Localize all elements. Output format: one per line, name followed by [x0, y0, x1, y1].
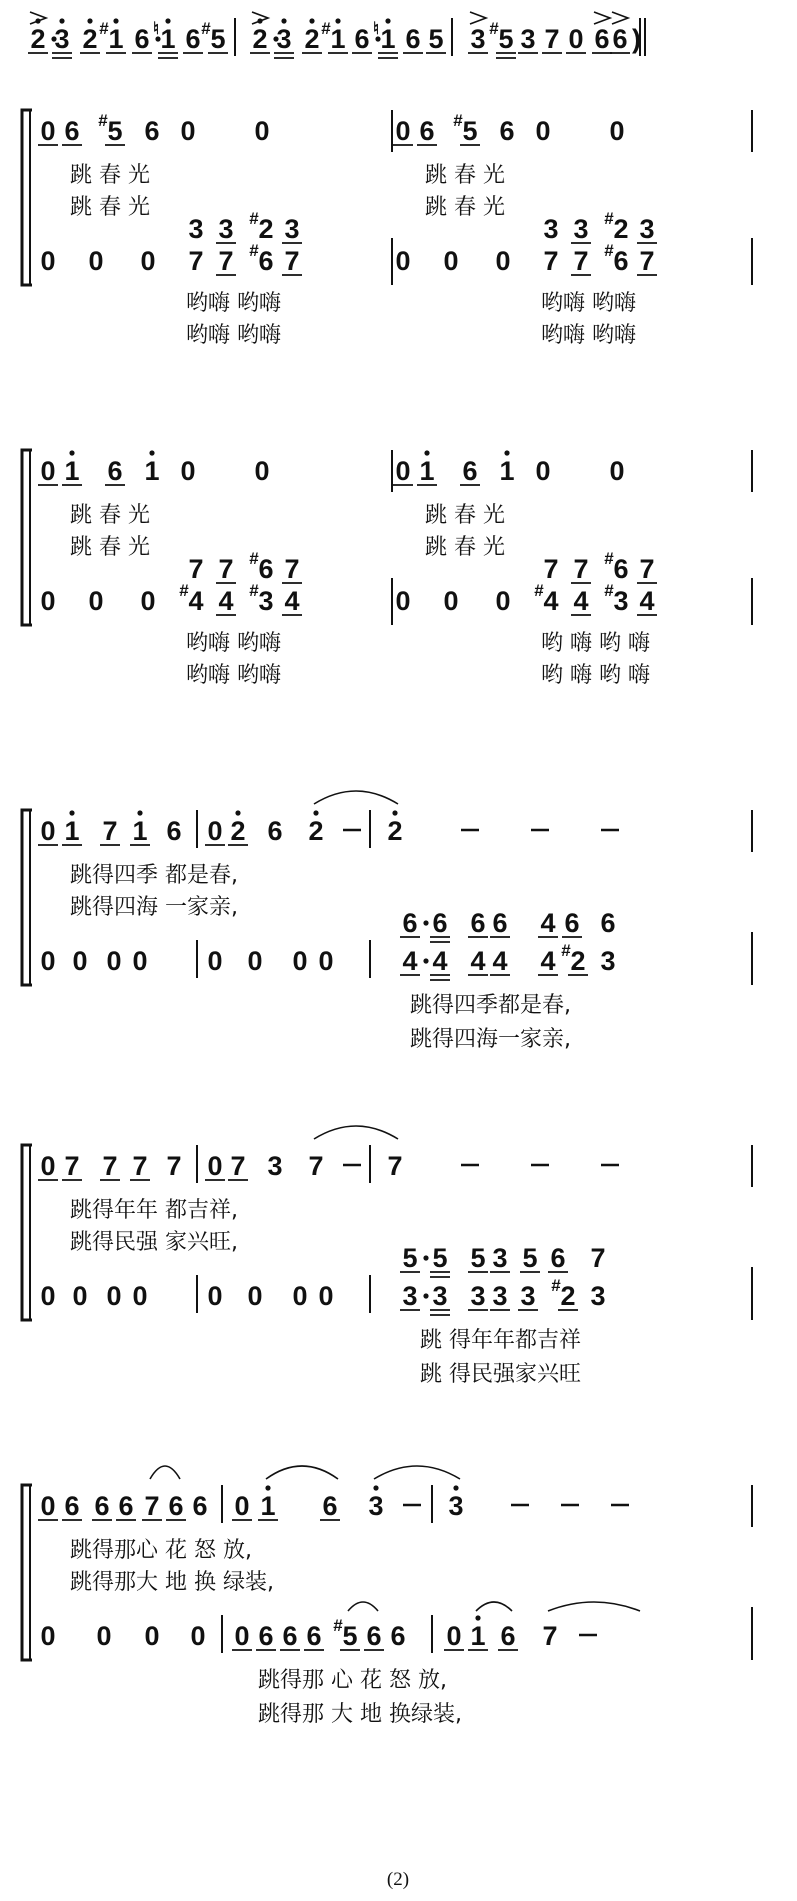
note: 6	[267, 816, 283, 846]
note: 0	[180, 456, 196, 486]
note: 1	[330, 24, 346, 54]
note: 0	[40, 946, 56, 976]
accidental: #	[604, 209, 614, 228]
lower-notes	[40, 940, 615, 980]
note: 7	[102, 816, 118, 846]
lower-notes	[40, 1615, 597, 1653]
lower-lyric-2: 哟嗨 哟嗨	[186, 663, 281, 688]
octave-dot	[373, 1485, 378, 1490]
lower-lyric-1: 哟嗨 哟嗨	[541, 291, 636, 316]
lower-notes-top-1	[543, 209, 657, 244]
octave-dot	[149, 450, 154, 455]
slur	[548, 1602, 640, 1611]
octave-dot	[392, 810, 397, 815]
note: 6	[118, 1491, 134, 1521]
note: 3	[218, 214, 234, 244]
lower-lyric-2: 跳得那 大 地 换绿装,	[258, 1702, 462, 1727]
note: 3	[267, 1151, 283, 1181]
note: 6	[306, 1621, 322, 1651]
note: 1	[144, 456, 160, 486]
note: 6	[564, 908, 580, 938]
accidental: #	[604, 241, 614, 260]
note: 7	[188, 246, 204, 276]
note: 5	[402, 1243, 418, 1273]
lower-notes-1	[395, 581, 657, 616]
note: 0	[395, 116, 411, 146]
lower-notes-1	[395, 241, 657, 276]
lower-notes-0	[40, 241, 302, 276]
note: 4	[432, 946, 448, 976]
note: 6	[402, 908, 418, 938]
note: 2	[308, 816, 324, 846]
octave-dot	[313, 810, 318, 815]
note: 0	[180, 116, 196, 146]
note: 1	[380, 24, 396, 54]
accidental: #	[453, 111, 463, 130]
note: 2	[252, 24, 268, 54]
note: 2	[230, 816, 246, 846]
note: 0	[292, 1281, 308, 1311]
note: 0	[395, 246, 411, 276]
note: 1	[499, 456, 515, 486]
note: 6	[166, 816, 182, 846]
lower-lyric-2: 跳得四海一家亲,	[410, 1027, 571, 1052]
note: 7	[308, 1151, 324, 1181]
accent-mark	[612, 12, 628, 24]
note: 7	[573, 554, 589, 584]
note: 3	[600, 946, 616, 976]
note: 6	[64, 116, 80, 146]
note: 0	[568, 24, 584, 54]
note: 0	[106, 1281, 122, 1311]
accidental: #	[604, 549, 614, 568]
note: 6	[64, 1491, 80, 1521]
augmentation-dot	[423, 958, 428, 963]
lower-lyric-2: 哟 嗨 哟 嗨	[541, 663, 650, 688]
lower-lyric-1: 哟嗨 哟嗨	[186, 631, 281, 656]
note: 6	[390, 1621, 406, 1651]
octave-dot	[137, 810, 142, 815]
note: 2	[387, 816, 403, 846]
upper-lyric-2: 跳 春 光	[70, 535, 150, 560]
lower-notes-top-0	[188, 549, 302, 584]
octave-dot	[504, 450, 509, 455]
note: 0	[207, 1151, 223, 1181]
note: 4	[284, 586, 300, 616]
note: 1	[64, 816, 80, 846]
note: 0	[318, 946, 334, 976]
upper-lyric-1: 跳得四季 都是春,	[70, 863, 238, 888]
note: 3	[520, 1281, 536, 1311]
accent-mark	[594, 12, 610, 24]
note: 0	[254, 456, 270, 486]
note: 3	[590, 1281, 606, 1311]
note: 6	[107, 456, 123, 486]
lower-notes	[40, 1275, 605, 1315]
upper-notes	[38, 810, 619, 848]
upper-notes	[38, 1145, 619, 1183]
note: 3	[284, 214, 300, 244]
lower-notes-top	[400, 908, 616, 942]
lower-notes-top-0	[188, 209, 302, 244]
note: 0	[446, 1621, 462, 1651]
note: 5	[342, 1621, 358, 1651]
accidental: #	[201, 19, 211, 38]
note: 0	[132, 1281, 148, 1311]
note: 3	[54, 24, 70, 54]
octave-dot	[165, 18, 170, 23]
note: 6	[600, 908, 616, 938]
note: 3	[402, 1281, 418, 1311]
note: 0	[96, 1621, 112, 1651]
upper-lyric-2: 跳得那大 地 换 绿装,	[70, 1570, 274, 1595]
note: 4	[470, 946, 486, 976]
note: 0	[40, 1621, 56, 1651]
note: 3	[258, 586, 274, 616]
note: 7	[639, 246, 655, 276]
note: 7	[218, 246, 234, 276]
note: 0	[495, 246, 511, 276]
note: 4	[218, 586, 234, 616]
note: 0	[207, 816, 223, 846]
octave-dot	[281, 18, 286, 23]
note: 6	[144, 116, 160, 146]
octave-dot	[69, 450, 74, 455]
note: 0	[254, 116, 270, 146]
note: 0	[88, 586, 104, 616]
note: 3	[639, 214, 655, 244]
accidental: #	[179, 581, 189, 600]
note: 6	[613, 554, 629, 584]
note: 2	[560, 1281, 576, 1311]
upper-notes-0	[38, 111, 270, 146]
octave-dot	[475, 1615, 480, 1620]
lower-notes-0	[40, 581, 302, 616]
note: 7	[132, 1151, 148, 1181]
note: 0	[132, 946, 148, 976]
octave-dot	[265, 1485, 270, 1490]
upper-lyric-1: 跳 春 光	[425, 163, 505, 188]
note: 5	[470, 1243, 486, 1273]
note: 0	[207, 1281, 223, 1311]
note: 0	[144, 1621, 160, 1651]
note: 0	[40, 586, 56, 616]
accidental: #	[99, 19, 109, 38]
note: 0	[106, 946, 122, 976]
note: 2	[30, 24, 46, 54]
lower-lyric-2: 哟嗨 哟嗨	[541, 323, 636, 348]
slur	[476, 1602, 512, 1611]
accent-mark	[470, 12, 486, 24]
lower-notes-top-1	[543, 549, 657, 584]
accidental: #	[561, 941, 571, 960]
note: 1	[64, 456, 80, 486]
note: 3	[613, 586, 629, 616]
octave-dot	[235, 810, 240, 815]
slur	[314, 791, 398, 804]
note: 4	[639, 586, 655, 616]
note: 0	[495, 586, 511, 616]
augmentation-dot	[423, 1255, 428, 1260]
note: 6	[322, 1491, 338, 1521]
accidental: #	[321, 19, 331, 38]
octave-dot	[113, 18, 118, 23]
page-number: (2)	[386, 1869, 410, 1890]
accidental: #	[333, 1616, 343, 1635]
note: 0	[395, 456, 411, 486]
note: 1	[260, 1491, 276, 1521]
note: 6	[185, 24, 201, 54]
note: 7	[284, 246, 300, 276]
upper-lyric-2: 跳得四海 一家亲,	[70, 895, 238, 920]
note: 1	[470, 1621, 486, 1651]
note: 6	[94, 1491, 110, 1521]
note: 0	[40, 1281, 56, 1311]
upper-notes-1	[393, 111, 625, 146]
note: 4	[540, 908, 556, 938]
note: 0	[40, 1491, 56, 1521]
note: 1	[132, 816, 148, 846]
octave-dot	[453, 1485, 458, 1490]
accidental: #	[249, 581, 259, 600]
note: 7	[144, 1491, 160, 1521]
note: 0	[140, 246, 156, 276]
note: 0	[207, 946, 223, 976]
note: 4	[543, 586, 559, 616]
note: 6	[550, 1243, 566, 1273]
note: 4	[540, 946, 556, 976]
note: 6	[419, 116, 435, 146]
octave-dot	[309, 18, 314, 23]
accidental: #	[249, 241, 259, 260]
note: 6	[612, 24, 628, 54]
octave-dot	[335, 18, 340, 23]
note: 7	[102, 1151, 118, 1181]
note: 3	[432, 1281, 448, 1311]
octave-dot	[59, 18, 64, 23]
note: 0	[535, 456, 551, 486]
accidental: #	[604, 581, 614, 600]
note: 3	[492, 1281, 508, 1311]
upper-lyric-1: 跳 春 光	[425, 503, 505, 528]
note: 3	[276, 24, 292, 54]
note: 6	[366, 1621, 382, 1651]
lower-lyric-1: 跳 得年年都吉祥	[420, 1328, 581, 1353]
note: 5	[432, 1243, 448, 1273]
upper-lyric-2: 跳 春 光	[425, 535, 505, 560]
note: 6	[192, 1491, 208, 1521]
note: 6	[470, 908, 486, 938]
lower-lyric-1: 哟 嗨 哟 嗨	[541, 631, 650, 656]
slur	[266, 1466, 338, 1479]
slur	[374, 1466, 460, 1479]
accidental: #	[551, 1276, 561, 1295]
octave-dot	[69, 810, 74, 815]
note: 0	[40, 1151, 56, 1181]
accidental: #	[249, 549, 259, 568]
note: 0	[609, 456, 625, 486]
note: 6	[134, 24, 150, 54]
accidental: ♮	[152, 19, 160, 38]
accidental: #	[534, 581, 544, 600]
note: 0	[443, 246, 459, 276]
note: 5	[107, 116, 123, 146]
note: 5	[522, 1243, 538, 1273]
octave-dot	[87, 18, 92, 23]
note: 0	[40, 116, 56, 146]
note: 4	[402, 946, 418, 976]
note: 0	[535, 116, 551, 146]
intro-line	[28, 18, 630, 58]
note: 7	[230, 1151, 246, 1181]
note: 0	[88, 246, 104, 276]
note: 3	[543, 214, 559, 244]
note: 6	[168, 1491, 184, 1521]
note: 3	[470, 1281, 486, 1311]
note: 6	[462, 456, 478, 486]
note: 0	[609, 116, 625, 146]
lower-lyric-1: 哟嗨 哟嗨	[186, 291, 281, 316]
augmentation-dot	[423, 920, 428, 925]
upper-lyric-2: 跳 春 光	[425, 195, 505, 220]
note: 0	[72, 1281, 88, 1311]
lower-lyric-1: 跳得四季都是春,	[410, 993, 571, 1018]
note: 6	[258, 246, 274, 276]
lower-notes-top	[400, 1243, 606, 1277]
note: 7	[542, 1621, 558, 1651]
note: 6	[282, 1621, 298, 1651]
octave-dot	[385, 18, 390, 23]
note: 7	[573, 246, 589, 276]
accidental: ♮	[372, 19, 380, 38]
upper-notes-0	[38, 450, 270, 486]
accidental: #	[98, 111, 108, 130]
note: 0	[40, 246, 56, 276]
note: 6	[405, 24, 421, 54]
note: 7	[543, 246, 559, 276]
lower-lyric-1: 跳得那 心 花 怒 放,	[258, 1668, 447, 1693]
note: 7	[544, 24, 560, 54]
note: 7	[284, 554, 300, 584]
upper-notes	[38, 1485, 629, 1523]
note: 3	[573, 214, 589, 244]
note: 0	[292, 946, 308, 976]
note: 3	[188, 214, 204, 244]
lower-lyric-2: 跳 得民强家兴旺	[420, 1362, 581, 1387]
note: 0	[395, 586, 411, 616]
upper-lyric-2: 跳 春 光	[70, 195, 150, 220]
note: 2	[258, 214, 274, 244]
note: 7	[218, 554, 234, 584]
note: 6	[613, 246, 629, 276]
accidental: #	[489, 19, 499, 38]
note: 3	[470, 24, 486, 54]
octave-dot	[424, 450, 429, 455]
note: 6	[500, 1621, 516, 1651]
note: 0	[247, 946, 263, 976]
note: 7	[387, 1151, 403, 1181]
note: 2	[613, 214, 629, 244]
note: 3	[520, 24, 536, 54]
note: 1	[108, 24, 124, 54]
note: 6	[258, 1621, 274, 1651]
note: 4	[573, 586, 589, 616]
note: 0	[190, 1621, 206, 1651]
note: 4	[188, 586, 204, 616]
note: 0	[234, 1621, 250, 1651]
note: 6	[492, 908, 508, 938]
note: 6	[594, 24, 610, 54]
note: 0	[72, 946, 88, 976]
note: 2	[82, 24, 98, 54]
note: 5	[210, 24, 226, 54]
augmentation-dot	[423, 1293, 428, 1298]
slur	[150, 1466, 180, 1479]
note: 6	[258, 554, 274, 584]
note: 5	[428, 24, 444, 54]
note: 0	[443, 586, 459, 616]
upper-lyric-1: 跳得那心 花 怒 放,	[70, 1538, 252, 1563]
accidental: #	[249, 209, 259, 228]
upper-lyric-2: 跳得民强 家兴旺,	[70, 1230, 238, 1255]
note: 7	[543, 554, 559, 584]
slur	[314, 1126, 398, 1139]
note: 4	[492, 946, 508, 976]
note: 7	[64, 1151, 80, 1181]
slur	[348, 1602, 378, 1611]
note: 6	[499, 116, 515, 146]
note: 7	[639, 554, 655, 584]
note: 7	[188, 554, 204, 584]
upper-lyric-1: 跳得年年 都吉祥,	[70, 1198, 238, 1223]
note: 5	[462, 116, 478, 146]
upper-lyric-1: 跳 春 光	[70, 503, 150, 528]
upper-lyric-1: 跳 春 光	[70, 163, 150, 188]
note: 3	[492, 1243, 508, 1273]
note: 6	[432, 908, 448, 938]
note: 0	[40, 816, 56, 846]
upper-notes-1	[393, 450, 625, 486]
note: 0	[234, 1491, 250, 1521]
note: 1	[419, 456, 435, 486]
note: 6	[354, 24, 370, 54]
intro-close-paren: )	[632, 24, 641, 54]
note: 5	[498, 24, 514, 54]
note: 3	[368, 1491, 384, 1521]
note: 0	[247, 1281, 263, 1311]
note: 7	[590, 1243, 606, 1273]
note: 2	[570, 946, 586, 976]
note: 0	[140, 586, 156, 616]
lower-lyric-2: 哟嗨 哟嗨	[186, 323, 281, 348]
note: 7	[166, 1151, 182, 1181]
note: 1	[160, 24, 176, 54]
note: 0	[318, 1281, 334, 1311]
note: 3	[448, 1491, 464, 1521]
note: 0	[40, 456, 56, 486]
note: 2	[304, 24, 320, 54]
